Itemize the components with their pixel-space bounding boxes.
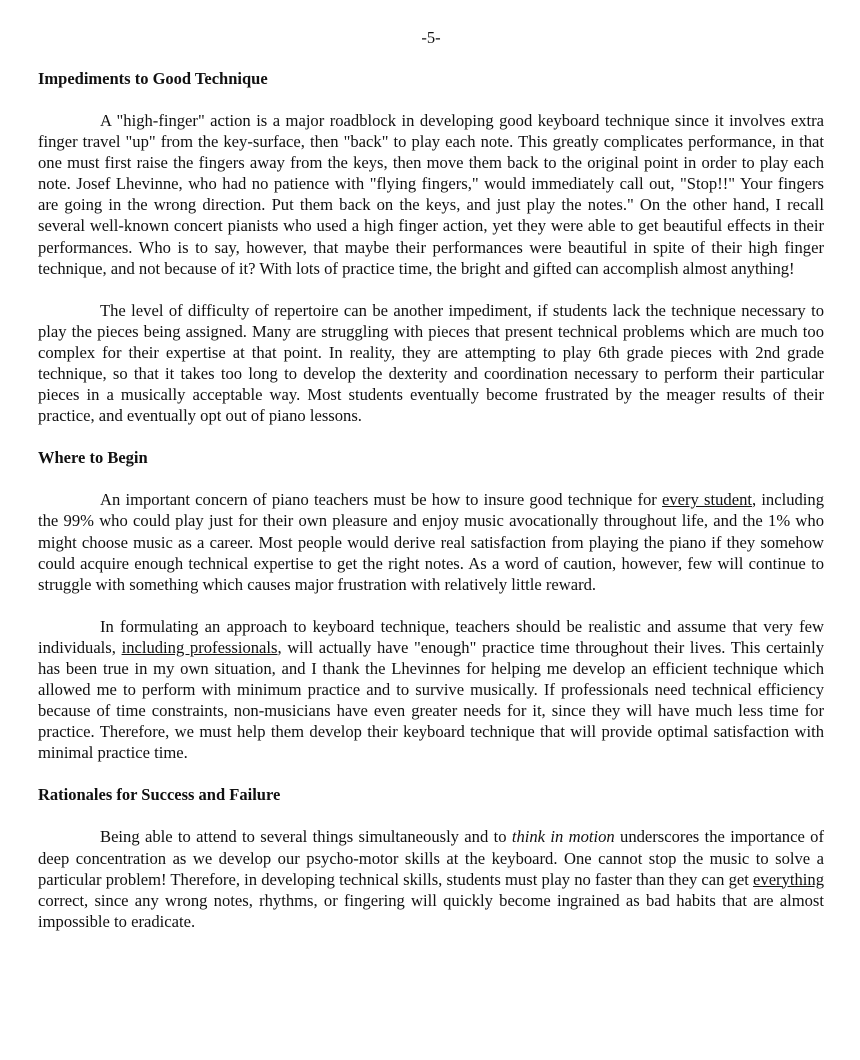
heading-impediments: Impediments to Good Technique: [38, 69, 268, 88]
paragraph-high-finger: A "high-finger" action is a major roadblock in developing good keyboard technique since it involves extra finger travel "up" from the key-surface, then "back" to play each note. This greatly complicates performance, in that one must first raise the fingers away from the keys, then move them back to the original point in order to play each note. Josef Lhevinne, who had no patience with "flying fingers," would immediately call out, "Stop!!" Your fingers are going in the wrong direction. Put them back on the keys, and just play the notes." On the other hand, I recall several well-known concert pianists who used a high finger action, yet they were able to get beautiful effects in their performances. Who is to say, however, that maybe their performances were beautiful in spite of their high finger technique, and not because of it? With lots of practice time, the bright and gifted can accomplish almost anything!: [38, 111, 824, 278]
paragraph-repertoire-difficulty: The level of difficulty of repertoire can be another impediment, if students lack the technique necessary to play the pieces being assigned. Many are struggling with pieces that present technical problems which are much too complex for their expertise at that point. In reality, they are attempting to play 6th grade pieces with 2nd grade technique, so that it takes too long to develop the dexterity and coordination necessary to perform their particular pieces in a musically acceptable way. Most students eventually become frustrated by the meager results of their practice, and eventually opt out of piano lessons.: [38, 300, 824, 426]
paragraph-every-student: An important concern of piano teachers must be how to insure good technique for every student, including the 99% who could play just for their own pleasure and enjoy music avocationally throughout life, and the 1% who might choose music as a career. Most people would derive real satisfaction from playing the piano if they somehow could acquire enough technical expertise to get the right notes. As a word of caution, however, few will continue to struggle with something which causes major frustration with relatively little reward.: [38, 490, 825, 594]
heading-where-to-begin: Where to Begin: [38, 448, 148, 468]
underlined-including-professionals: including professionals: [121, 637, 278, 657]
italic-think-in-motion: think in motion: [511, 827, 615, 847]
document-page: [38, 28, 824, 932]
heading-rationales: Rationales for Success and Failure: [38, 785, 281, 805]
paragraph-concentration: Being able to attend to several things simultaneously and to think in motion underscores the importance of deep concentration as we develop our psycho-motor skills at the keyboard. One cannot stop the music to solve a particular problem! Therefore, in developing technical skills, students must play no faster than they can get everything correct, since any wrong notes, rhythms, or fingering will quickly become ingrained as bad habits that are almost impossible to eradicate.: [38, 827, 824, 931]
page-number: -5-: [421, 28, 441, 47]
underlined-every-student: every student: [662, 490, 752, 510]
underlined-everything: everything: [753, 869, 824, 889]
paragraph-practice-time: In formulating an approach to keyboard technique, teachers should be realistic and assume that very few individuals, including professionals, will actually have "enough" practice time throughout their lives. This certainly has been true in my own situation, and I thank the Lhevinnes for helping me develop an efficient technique which allowed me to perform with minimum practice and to survive musically. If professionals need technical efficiency because of time constraints, non-musicians have even greater needs for it, since they will have much less time for practice. Therefore, we must help them develop their keyboard technique that will provide optimal satisfaction with minimal practice time.: [38, 616, 824, 763]
